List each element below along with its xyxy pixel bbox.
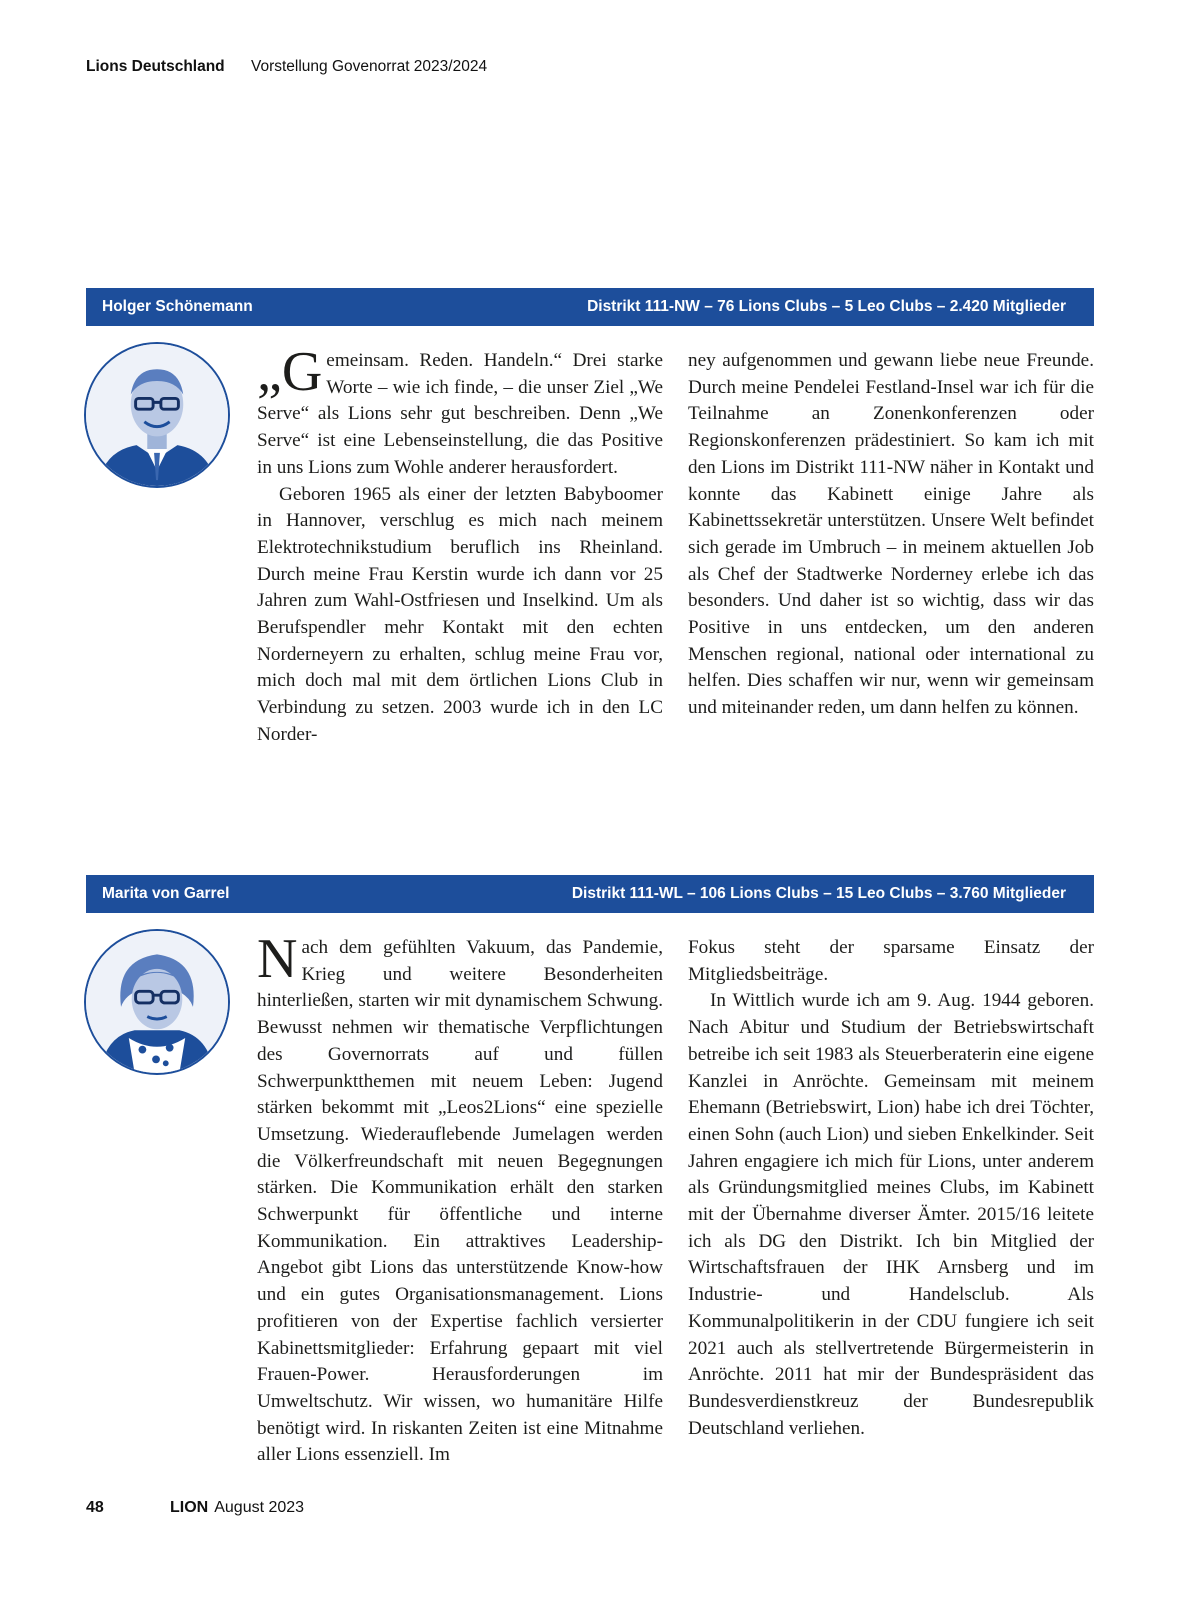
issue-date: August 2023: [214, 1499, 305, 1516]
portrait-photo: [84, 929, 230, 1075]
page-footer: [86, 1499, 304, 1517]
article-column-right: [688, 935, 1094, 1442]
profile-name: Holger Schönemann: [102, 298, 253, 315]
profile-name: Marita von Garrel: [102, 885, 230, 902]
drop-cap: „G: [257, 341, 323, 403]
paragraph: Geboren 1965 als einer der letzten Babyboomer in Hannover, verschlug es mich nach meinem Elektrotechnikstudium beruflich ins Rheinland. Durch meine Frau Kerstin wurde ich dann vor 25 Jahren zum Wahl-Ostfriesen und Inselkind. Um als Berufspendler mehr Kontakt mit den echten Norderneyern zu erhalten, schlug meine Frau vor, mich doch mal mit dem örtlichen Lions Club in Verbindung zu setzen. 2003 wurde ich in den LC Norder-: [257, 483, 663, 745]
section-brand: Lions Deutschland: [86, 58, 225, 75]
paragraph: Fokus steht der sparsame Einsatz der Mitgliedsbeiträge.: [688, 937, 1094, 985]
paragraph: Nach dem gefühlten Vakuum, das Pandemie, Krieg und weitere Besonderheiten hinterließen, starten wir mit dynamischem Schwung. Bewusst nehmen wir thematische Verpflichtungen des Governorrats auf und füllen Schwerpunktthemen mit neuem Leben: Jugend stärken bekommt mit „Leos2Lions“ eine spezielle Umsetzung. Wiederauflebende Jumelagen werden die Völkerfreundschaft mit neuen Begegnungen stärken. Die Kommunikation erhält den starken Schwerpunkt für öffentliche und interne Kommunikation. Ein attraktives Leadership-Angebot gibt Lions das unterstützende Know-how und ein gutes Organisationsmanagement. Lions profitieren von der Expertise fachlich versierter Kabinettsmitglieder: Erfahrung gepaart mit viel Frauen-Power. Herausforderungen im Umweltschutz. Wir wissen, wo humanitäre Hilfe benötigt wird. In riskanten Zeiten ist eine Mitnahme aller Lions essenziell. Im: [257, 928, 663, 1466]
article-column-left: [257, 341, 663, 749]
district-info: Distrikt 111-WL – 106 Lions Clubs – 15 Leo Clubs – 3.760 Mitglieder: [571, 885, 1066, 902]
running-header: [86, 58, 487, 76]
paragraph: ney aufgenommen und gewann liebe neue Freunde. Durch meine Pendelei Festland-Insel war ich für die Teilnahme an Zonenkonferenzen oder Regionskonferenzen prädestiniert. So kam ich mit den Lions im Distrikt 111-NW näher in Kontakt und konnte das Kabinett einige Jahre als Kabinettssekretär unterstützen. Unsere Welt befindet sich gerade im Umbruch – in meinem aktuellen Job als Chef der Stadtwerke Norderney erlebe ich das besonders. Und daher ist so wichtig, dass wir das Positive in uns entdecken, um den anderen Menschen regional, national oder international zu helfen. Dies schaffen wir nur, wenn wir gemeinsam und miteinander reden, um dann helfen zu können.: [688, 350, 1094, 719]
portrait-photo: [84, 342, 230, 488]
article-column-right: [688, 348, 1094, 722]
profile-header-band: [86, 875, 1094, 913]
paragraph: „Gemeinsam. Reden. Handeln.“ Drei starke Worte – wie ich finde, – die unser Ziel „We Serve“ als Lions sehr gut beschreiben. Denn „We Serve“ ist eine Lebenseinstellung, die das Positive in uns Lions zum Wohle anderer herausfordert.: [257, 341, 663, 478]
profile-header-band: [86, 288, 1094, 326]
article-column-left: [257, 928, 663, 1469]
page-number: 48: [86, 1499, 104, 1516]
drop-cap: N: [257, 928, 298, 990]
paragraph: In Wittlich wurde ich am 9. Aug. 1944 geboren. Nach Abitur und Studium der Betriebswirtschaft betreibe ich seit 1983 als Steuerberaterin eine eigene Kanzlei in Anröchte. Gemeinsam mit meinem Ehemann (Betriebswirt, Lion) habe ich drei Töchter, einen Sohn (auch Lion) und sieben Enkelkinder. Seit Jahren engagiere ich mich für Lions, unter anderem als Gründungsmitglied meines Clubs, im Kabinett mit der Übernahme diverser Ämter. 2015/16 leitete ich als DG den Distrikt. Ich bin Mitglied der Wirtschaftsfrauen der IHK Arnsberg und im Industrie- und Handelsclub. Als Kommunalpolitikerin in der CDU fungiere ich seit 2021 auch als stellvertretende Bürgermeisterin in Anröchte. 2011 hat mir der Bundespräsident das Bundesverdienstkreuz der Bundesrepublik Deutschland verliehen.: [688, 990, 1094, 1439]
magazine-name: LION: [170, 1499, 209, 1516]
district-info: Distrikt 111-NW – 76 Lions Clubs – 5 Leo Clubs – 2.420 Mitglieder: [587, 298, 1066, 315]
section-subtitle: Vorstellung Govenorrat 2023/2024: [250, 58, 488, 75]
